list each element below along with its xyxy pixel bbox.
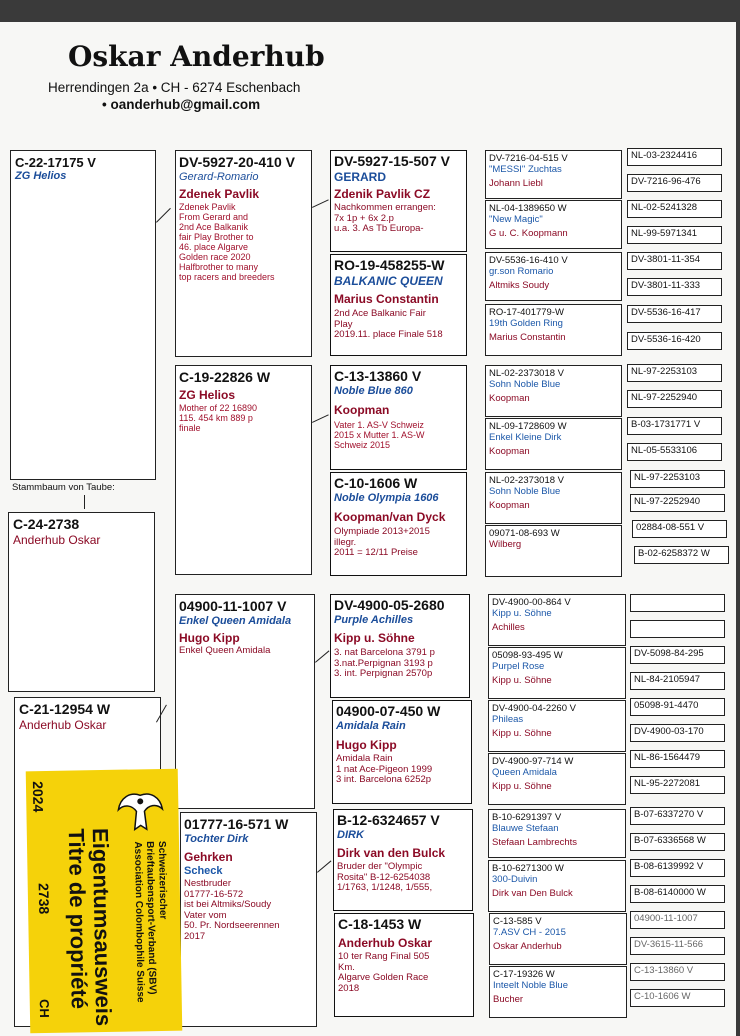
g2-box [330,365,467,470]
g4-box: B-08-6139992 V [630,859,725,877]
mother-owner: Anderhub Oskar [19,718,107,732]
g3-box [489,966,627,1018]
note-line: Amidala Rain [336,753,393,764]
stamp-title-1: Eigentumsausweis [87,827,117,1027]
father-box [8,512,155,692]
g2-name: Noble Olympia 1606 [334,492,439,504]
note-line: 115. 454 km 889 p [179,413,253,423]
g4-box: NL-95-2272081 [630,776,725,794]
g3-line2: Phileas [492,714,524,725]
g2-owner: Zdenik Pavlik CZ [334,187,431,201]
note-line: 2015 x Mutter 1. AS-W [334,430,425,440]
eagle-logo-icon [114,789,167,838]
g3-line3: Bucher [493,994,524,1005]
sire-owner: Zdenek Pavlik [179,187,260,201]
g2-name: Purple Achilles [334,614,414,626]
g3-box [485,150,622,199]
g3-line2: Kipp u. Söhne [492,608,552,619]
note-line: Golden race 2020 [179,252,251,262]
g4-box: B-02-6258372 W [634,546,729,564]
g3-line3: Kipp u. Söhne [492,675,552,686]
note-line: ist bei Altmiks/Soudy [184,899,272,910]
breeder-email: • oanderhub@gmail.com [102,97,261,112]
note-line: 2017 [184,930,206,942]
g3-ring: C-17-19326 W [493,969,555,980]
g3-ring: NL-04-1389650 W [489,203,567,214]
g3-line2: Sohn Noble Blue [489,379,561,390]
g3-box [485,365,622,417]
g4-box: DV-5536-16-417 [627,305,722,323]
g3-line3: Achilles [492,622,525,633]
main-bird-name: ZG Helios [15,170,67,182]
note-line: 10 ter Rang Final 505 [338,951,430,962]
g4-box: NL-03-2324416 [627,148,722,166]
g4-box: DV-3801-11-333 [627,278,722,296]
mother-sire-ring: 04900-11-1007 V [179,598,287,614]
g2-name: Noble Blue 860 [334,385,413,397]
g2-ring: C-10-1606 W [334,475,418,491]
g4-box: B-07-6337270 V [630,807,725,825]
note-line: Nestbruder [184,878,231,889]
g3-line2: 19th Golden Ring [489,318,563,329]
note-line: Mother of 22 16890 [179,403,258,413]
g2-name: GERARD [334,170,387,184]
g3-ring: DV-4900-00-864 V [492,597,571,608]
g3-ring: DV-7216-04-515 V [489,153,568,164]
note-line: 7x 1p + 6x 2.p [334,212,394,224]
g3-line2: "New Magic" [489,214,543,225]
g3-line3: Koopman [489,446,530,457]
note-line: Enkel Queen Amidala [179,645,271,656]
dam-box [175,365,312,575]
note-line: Rosita" B-12-6254038 [337,871,431,883]
note-line: Vater vom [184,909,227,921]
pedigree-caption: Stammbaum von Taube: [12,482,115,493]
note-line: 2nd Ace Balkanik [179,222,249,232]
g3-line2: Inteelt Noble Blue [493,980,568,991]
stamp-country: CH [36,998,53,1018]
main-bird-ring: C-22-17175 V [15,155,96,170]
g2-ring: C-13-13860 V [334,368,422,384]
note-line: Km. [338,961,355,973]
g2-owner: Koopman/van Dyck [334,510,446,524]
g3-box [485,252,622,301]
g4-box: 04900-11-1007 [630,911,725,929]
g3-ring: NL-02-2373018 V [489,475,564,486]
note-line: top racers and breeders [179,272,275,282]
note-line: u.a. 3. As Tb Europa- [334,223,424,234]
note-line: 46. place Algarve [179,242,249,252]
g3-line2: Sohn Noble Blue [489,486,561,497]
g4-box: NL-97-2252940 [627,390,722,408]
g3-line3: Johann Liebl [489,178,543,189]
mother-sire-name: Enkel Queen Amidala [179,615,292,627]
g2-box [330,594,470,698]
stamp-org-1: Schweizerischer [155,840,169,920]
pedigree-sheet [0,22,736,1036]
note-line: 2018 [338,982,360,994]
g3-line2: Blauwe Stefaan [492,823,559,834]
note-line: 3 int. Barcelona 6252p [336,774,432,785]
note-line: 1 nat Ace-Pigeon 1999 [336,763,433,775]
g4-box: DV-3615-11-566 [630,937,725,955]
g3-line3: Dirk van Den Bulck [492,888,573,899]
g4-box: 02884-08-551 V [632,520,727,538]
main-bird-box [10,150,156,480]
mother-dam-name: Tochter Dirk [184,833,249,845]
g3-line2: Enkel Kleine Dirk [489,432,562,443]
g3-line2: "MESSI" Zuchtas [489,164,562,175]
g3-line3: Altmiks Soudy [489,280,550,291]
note-line: 2nd Ace Balkanic Fair [334,308,426,319]
note-line: Algarve Golden Race [338,972,429,983]
g4-box: NL-86-1564479 [630,750,725,768]
g3-ring: C-13-585 V [493,916,542,927]
g4-box [630,594,725,612]
g2-box [330,254,467,356]
g3-line3: Kipp u. Söhne [492,728,552,739]
g2-owner: Hugo Kipp [336,738,397,752]
g3-line2: Queen Amidala [492,767,557,778]
g2-box [330,472,467,576]
g4-box: DV-5098-84-295 [630,646,725,664]
dam-owner: ZG Helios [179,388,236,402]
g2-name: BALKANIC QUEEN [334,274,443,288]
g3-ring: 05098-93-495 W [492,650,563,661]
g4-box: NL-05-5533106 [627,443,722,461]
g3-ring: DV-4900-04-2260 V [492,703,576,714]
note-line: Vater 1. AS-V Schweiz [334,420,424,430]
g4-box: NL-02-5241328 [627,200,722,218]
g2-name: DIRK [337,829,364,841]
g3-box [485,304,622,356]
note-line: 3. int. Perpignan 2570p [334,668,433,679]
g4-box: NL-97-2252940 [630,494,725,512]
g4-box: C-10-1606 W [630,989,725,1007]
g3-box [488,594,626,646]
sire-ring: DV-5927-20-410 V [179,154,295,170]
g3-line3: Marius Constantin [489,332,566,343]
note-line: fair Play Brother to [179,232,254,242]
g3-ring: RO-17-401779-W [489,307,564,318]
g3-line3 [486,550,621,553]
g4-box: 05098-91-4470 [630,698,725,716]
g4-box: NL-84-2105947 [630,672,725,690]
g3-line3: Stefaan Lambrechts [492,837,578,848]
ownership-stamp [26,769,183,1034]
g3-box [488,700,626,752]
g4-box: NL-97-2253103 [627,364,722,382]
g3-line2: gr.son Romario [489,266,554,277]
g4-box: NL-97-2253103 [630,470,725,488]
g3-box [485,200,622,249]
g3-box [489,913,627,965]
g2-ring: DV-4900-05-2680 [334,597,445,613]
g2-ring: B-12-6324657 V [337,812,440,828]
g3-line3: G u. C. Koopmann [489,228,568,239]
g4-box: DV-7216-96-476 [627,174,722,192]
note-line: 3. nat Barcelona 3791 p [334,647,435,658]
g3-ring: 09071-08-693 W [489,528,560,539]
note-line: 01777-16-572 [184,888,244,900]
stamp-org-3: Association Colombophile Suisse [131,841,146,1003]
g4-box: B-07-6336568 W [630,833,725,851]
g3-line3: Koopman [489,393,530,404]
mother-ring: C-21-12954 W [19,701,111,717]
note-line: 1/1763, 1/1248, 1/555, [337,882,433,893]
g2-box [334,913,474,1017]
g2-box [333,809,473,911]
g2-ring: DV-5927-15-507 V [334,153,450,169]
g2-owner: Dirk van den Bulck [337,846,446,860]
stamp-year: 2024 [29,780,47,813]
breeder-address: Herrendingen 2a • CH - 6274 Eschenbach [48,80,301,95]
note-line: Olympiade 2013+2015 [334,526,430,537]
g3-line2: Purpel Rose [492,661,545,672]
note-line: 2011 = 12/11 Preise [334,547,418,558]
g4-box: B-03-1731771 V [627,417,722,435]
g3-box [488,753,626,805]
g3-line2: 300-Duivin [492,874,538,885]
g2-owner: Anderhub Oskar [338,936,433,950]
g3-box [488,809,626,858]
mother-dam-ring: 01777-16-571 W [184,816,289,832]
g3-ring: NL-09-1728609 W [489,421,567,432]
note-line: Nachkommen errangen: [334,202,436,213]
g2-ring: C-18-1453 W [338,916,422,932]
g3-box [485,472,622,524]
father-ring: C-24-2738 [13,516,80,532]
stamp-title-2: Titre de propriété [63,828,92,1010]
note-line: 2019.11. place Finale 518 [334,329,443,340]
g3-line2: 7.ASV CH - 2015 [493,927,566,938]
g2-box [330,150,467,252]
g2-ring: RO-19-458255-W [334,257,445,273]
g3-box [488,860,626,912]
g2-box [332,700,472,804]
note-line: illegr. [334,536,357,548]
note-line: From Gerard and [179,212,249,222]
g4-box [630,620,725,638]
note-line: Play [334,318,353,330]
g4-box: DV-5536-16-420 [627,332,722,350]
g3-box [485,525,622,577]
g3-ring: B-10-6291397 V [492,812,562,823]
note-line: 3.nat.Perpignan 3193 p [334,657,433,669]
g3-ring: B-10-6271300 W [492,863,564,874]
g3-line2: Wilberg [489,539,522,550]
g4-box: B-08-6140000 W [630,885,725,903]
g4-box: DV-3801-11-354 [627,252,722,270]
note-line: Bruder der "Olympic [337,861,423,872]
stamp-number: 2738 [35,882,53,915]
g3-line3: Oskar Anderhub [493,941,562,952]
g4-box: NL-99-5971341 [627,226,722,244]
father-owner: Anderhub Oskar [13,533,101,547]
mother-dam-owner-2: Scheck [184,865,223,877]
mother-dam-box [180,812,317,1027]
sire-box [175,150,312,357]
g3-line3: Koopman [489,500,530,511]
g3-ring: DV-4900-97-714 W [492,756,574,767]
g4-box: DV-4900-03-170 [630,724,725,742]
sire-name: Gerard-Romario [179,171,259,183]
note-line: Halfbrother to many [179,262,259,272]
note-line: finale [179,423,201,433]
note-line: 50. Pr. Nordseerennen [184,920,280,931]
breeder-name: Oskar Anderhub [68,40,325,73]
g3-line3: Kipp u. Söhne [492,781,552,792]
note-line: Schweiz 2015 [334,440,391,450]
dam-ring: C-19-22826 W [179,369,271,385]
g3-ring: NL-02-2373018 V [489,368,564,379]
stamp-org-2: Brieftaubensport-Verband (SBV) [143,841,158,995]
mother-sire-box [175,594,315,809]
g2-ring: 04900-07-450 W [336,703,441,719]
g2-name: Amidala Rain [336,720,406,732]
g4-box: C-13-13860 V [630,963,725,981]
mother-dam-owner: Gehrken [184,850,233,864]
g2-owner: Marius Constantin [334,292,439,306]
g2-owner: Kipp u. Söhne [334,631,415,645]
g3-box [488,647,626,699]
g3-box [485,418,622,470]
g3-ring: DV-5536-16-410 V [489,255,568,266]
mother-sire-owner: Hugo Kipp [179,631,240,645]
note-line: Zdenek Pavlik [179,202,236,212]
g2-owner: Koopman [334,403,390,417]
